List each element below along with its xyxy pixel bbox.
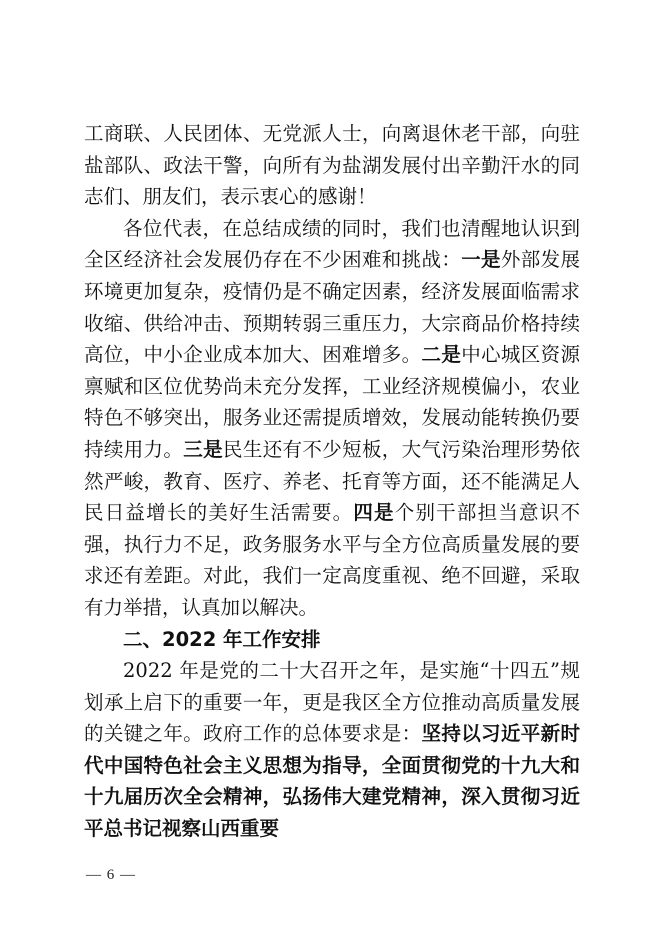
challenge-label-2: 二是 (421, 343, 462, 367)
challenge-label-4: 四是 (353, 501, 395, 525)
page-number: — 6 — (86, 867, 136, 883)
thanks-paragraph: 工商联、人民团体、无党派人士，向离退休老干部，向驻盐部队、政法干警，向所有为盐湖发展付出辛勤汗水的同志们、朋友们，表示衷心的感谢！ (84, 122, 580, 209)
body-text (84, 118, 580, 845)
work-plan-text: 2022 年是党的二十大召开之年，是实施“十四五”规划承上启下的重要一年，更是我区全方位推动高质量发展的关键之年。政府工作的总体要求是： (84, 659, 580, 746)
challenge-label-3: 三是 (183, 437, 223, 461)
challenges-paragraph (84, 213, 580, 624)
work-plan-bold-text: 坚持以习近平新时代中国特色社会主义思想为指导，全面贯彻党的十九大和十九届历次全会精神，弘扬伟大建党精神，深入贯彻习近平总书记视察山西重要 (84, 722, 580, 841)
challenge-text-3: 民生还有不少短板，大气污染治理形势依然严峻，教育、医疗、养老、托育等方面，还不能满足人民日益增长的美好生活需要。 (84, 437, 580, 525)
challenge-text-1: 外部发展环境更加复杂，疫情仍是不确定因素，经济发展面临需求收缩、供给冲击、预期转弱三重压力，大宗商品价格持续高位，中小企业成本加大、困难增多。 (84, 248, 580, 367)
challenge-text-2: 中心城区资源禀赋和区位优势尚未充分发挥，工业经济规模偏小，农业特色不够突出，服务业还需提质增效，发展动能转换仍要持续用力。 (84, 343, 580, 461)
challenge-text-4: 个别干部担当意识不强，执行力不足，政务服务水平与全方位高质量发展的要求还有差距。对此，我们一定高度重视、绝不回避，采取有力举措，认真加以解决。 (84, 501, 580, 619)
challenges-intro: 各位代表，在总结成绩的同时，我们也清醒地认识到全区经济社会发展仍存在不少困难和挑战： (84, 216, 580, 272)
section-heading: 二、2022 年工作安排 (123, 627, 321, 651)
work-plan-paragraph (84, 655, 580, 845)
challenge-label-1: 一是 (461, 248, 501, 272)
